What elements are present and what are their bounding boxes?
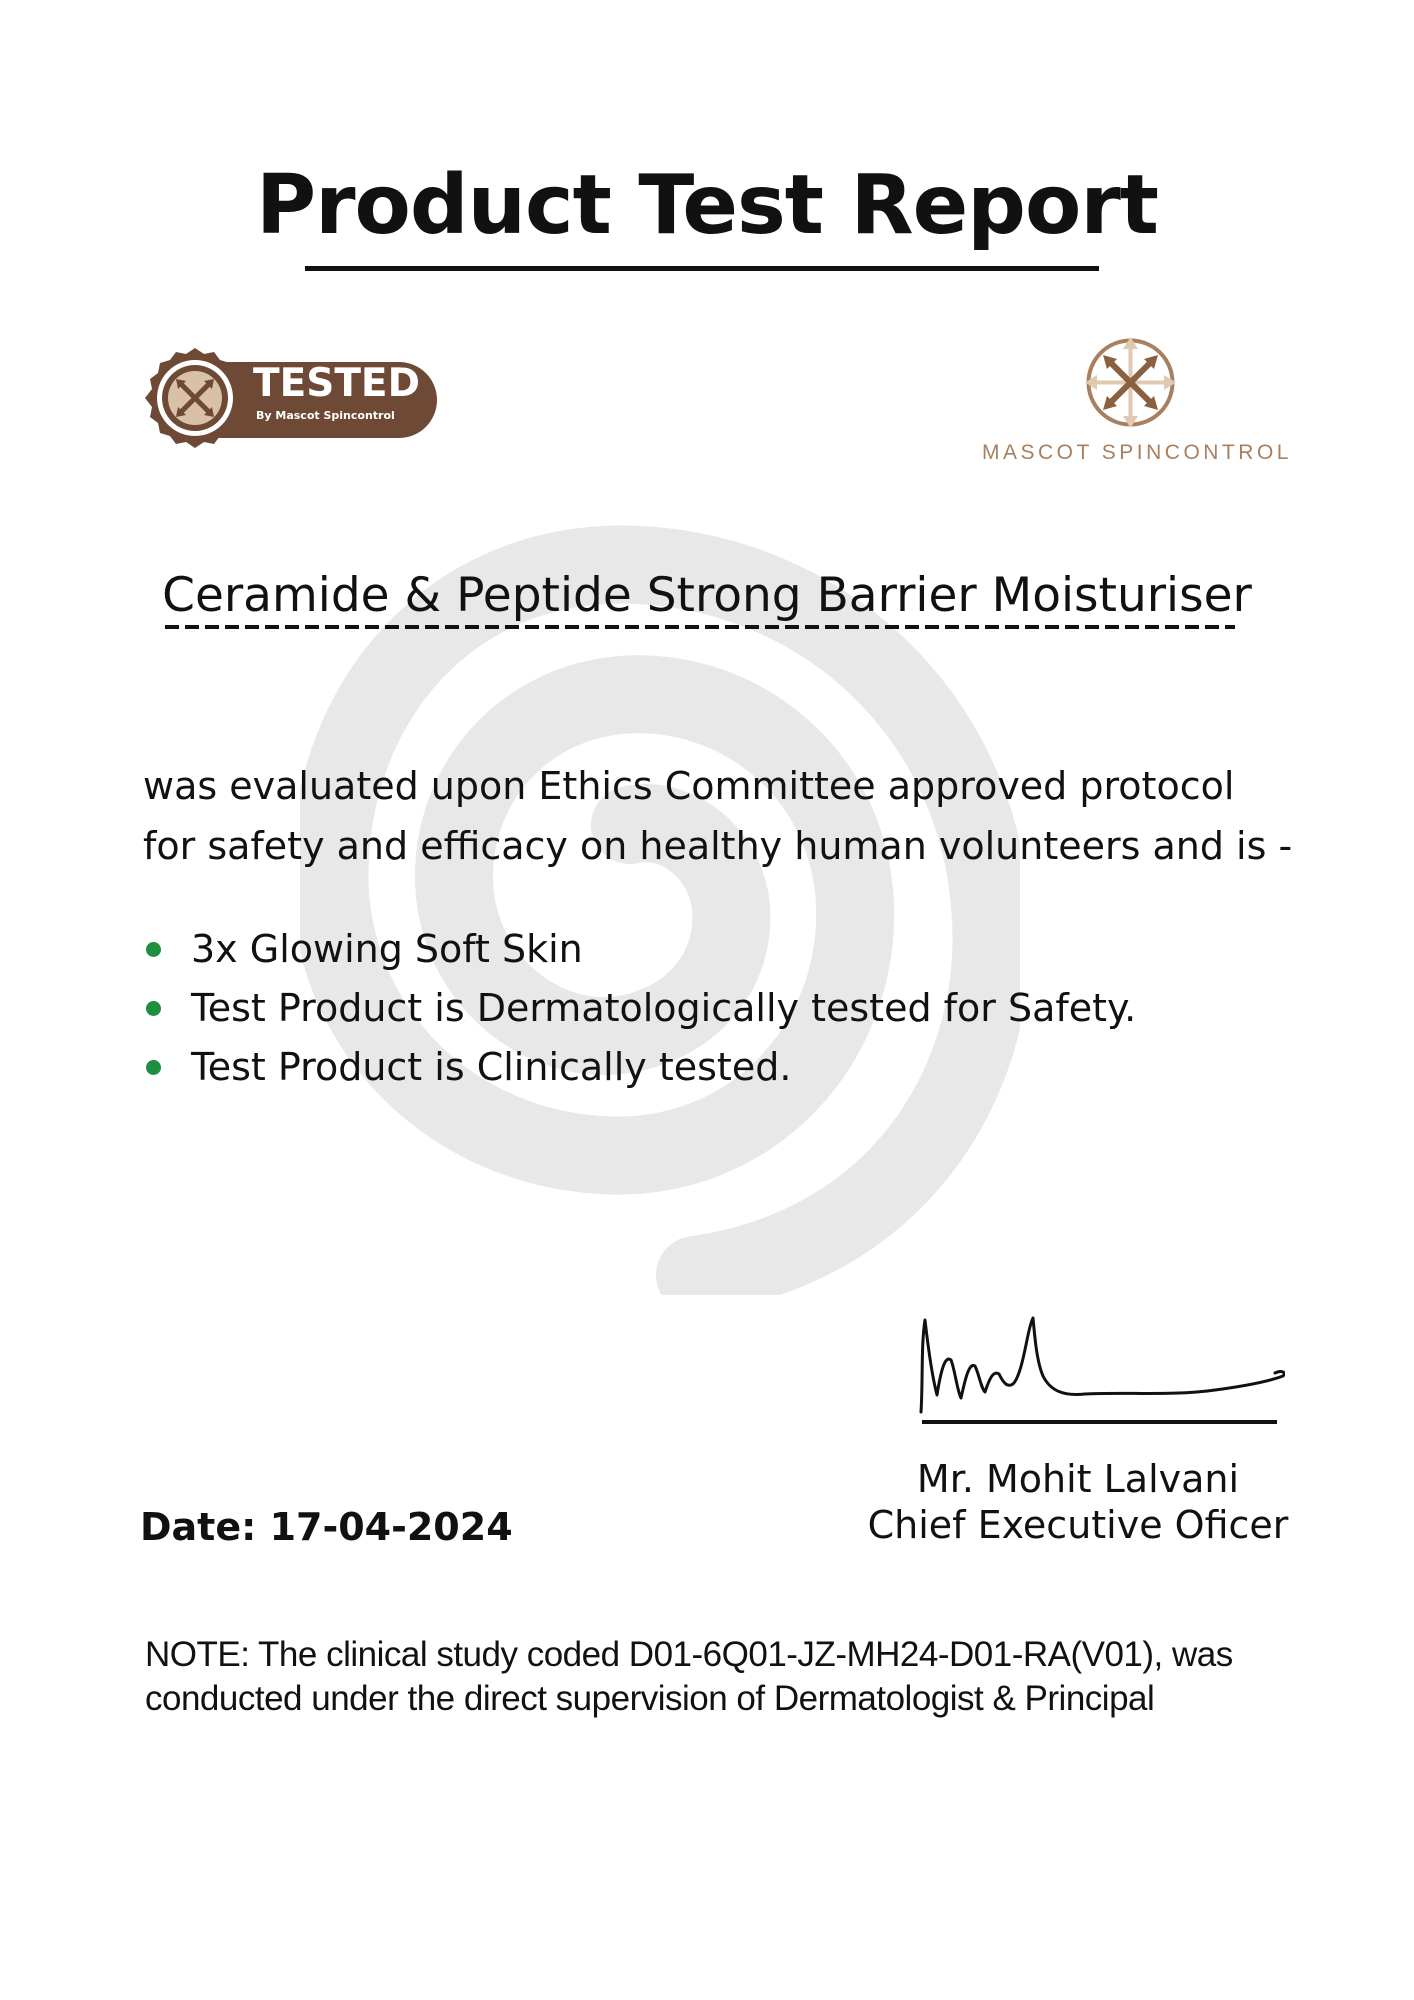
evaluation-statement xyxy=(143,756,1323,876)
title-underline xyxy=(305,266,1099,271)
signature-icon xyxy=(915,1300,1285,1420)
mascot-compass-icon xyxy=(1083,335,1178,430)
product-name-dashed-rule xyxy=(165,625,1235,629)
signature-line xyxy=(922,1420,1277,1424)
note-line: conducted under the direct supervision of Dermatologist & Principal xyxy=(145,1679,1155,1718)
evaluation-line: for safety and efficacy on healthy human volunteers and is - xyxy=(143,824,1293,868)
spiral-watermark-icon xyxy=(300,505,1020,1295)
date-value: 17-04-2024 xyxy=(269,1505,513,1549)
note-line: NOTE: The clinical study coded D01-6Q01-JZ-MH24-D01-RA(V01), was xyxy=(145,1635,1233,1674)
claims-list xyxy=(143,920,1136,1097)
date-label: Date: xyxy=(140,1505,257,1549)
study-note xyxy=(145,1633,1295,1721)
list-item xyxy=(143,920,1136,979)
signer-title: Chief Executive Oficer xyxy=(867,1503,1289,1547)
bullet-dot-icon xyxy=(146,1060,161,1075)
list-item xyxy=(143,979,1136,1038)
bullet-dot-icon xyxy=(146,942,161,957)
signer-name: Mr. Mohit Lalvani xyxy=(916,1457,1240,1501)
list-item xyxy=(143,1038,1136,1097)
bullet-dot-icon xyxy=(146,1001,161,1016)
claim-text: 3x Glowing Soft Skin xyxy=(191,927,583,971)
product-name: Ceramide & Peptide Strong Barrier Moisturiser xyxy=(162,568,1252,623)
report-date xyxy=(140,1505,513,1549)
claim-text: Test Product is Dermatologically tested for Safety. xyxy=(191,986,1137,1030)
tested-badge-subtext: By Mascot Spincontrol xyxy=(256,409,395,422)
evaluation-line: was evaluated upon Ethics Committee approved protocol xyxy=(143,764,1235,808)
mascot-logo-text: MASCOT SPINCONTROL xyxy=(982,441,1292,464)
page-title: Product Test Report xyxy=(256,158,1158,253)
tested-badge-text: TESTED xyxy=(253,361,420,406)
claim-text: Test Product is Clinically tested. xyxy=(191,1045,792,1089)
